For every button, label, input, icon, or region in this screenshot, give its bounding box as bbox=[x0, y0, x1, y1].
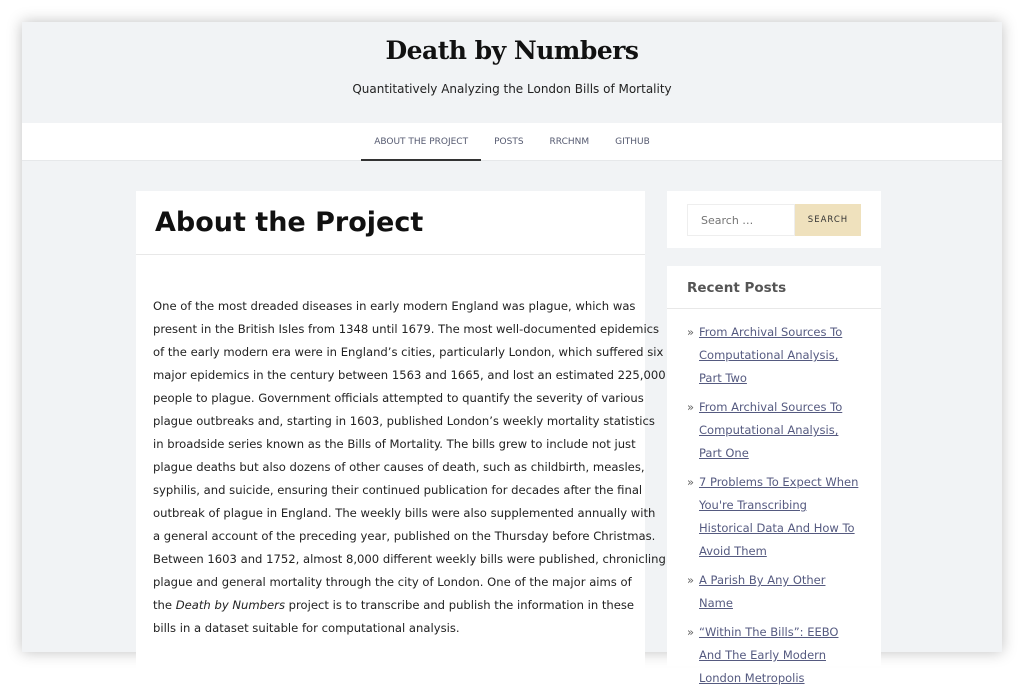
bullet-icon: » bbox=[687, 325, 695, 339]
site-title[interactable]: Death by Numbers bbox=[385, 36, 639, 65]
bullet-icon: » bbox=[687, 625, 695, 639]
nav-about[interactable]: ABOUT THE PROJECT bbox=[361, 123, 481, 161]
bullet-icon: » bbox=[687, 400, 695, 414]
main-nav bbox=[22, 123, 1002, 161]
body-line: in broadside series known as the Bills of Mortality. The bills grew to include not just bbox=[153, 437, 636, 451]
recent-post-item bbox=[687, 321, 861, 390]
body-line: bills in a dataset suitable for computational analysis. bbox=[153, 621, 460, 635]
body-line: plague deaths but also dozens of other causes of death, such as childbirth, measles, bbox=[153, 460, 645, 474]
recent-posts-title: Recent Posts bbox=[667, 266, 881, 309]
bullet-icon: » bbox=[687, 573, 695, 587]
search-button[interactable]: SEARCH bbox=[795, 204, 861, 236]
search-input[interactable] bbox=[687, 204, 795, 236]
title-card bbox=[136, 191, 645, 255]
sidebar bbox=[667, 191, 881, 685]
recent-post-item bbox=[687, 621, 861, 690]
body-line: outbreak of plague in England. The weekly bills were also supplemented annually with bbox=[153, 506, 656, 520]
project-name: Death by Numbers bbox=[175, 598, 285, 612]
recent-post-link[interactable]: From Archival Sources To Computational Analysis, Part One bbox=[699, 400, 843, 460]
site-header bbox=[22, 22, 1002, 123]
body-line: plague and general mortality through the city of London. One of the major aims of bbox=[153, 575, 632, 589]
recent-post-item bbox=[687, 396, 861, 465]
search-widget bbox=[667, 191, 881, 248]
site-tagline: Quantitatively Analyzing the London Bills of Mortality bbox=[352, 82, 672, 96]
body-line: a general account of the preceding year, published on the Thursday before Christmas. bbox=[153, 529, 656, 543]
recent-posts-widget bbox=[667, 266, 881, 685]
body-line: syphilis, and suicide, ensuring their continued publication for decades after the final bbox=[153, 483, 643, 497]
nav-github[interactable]: GITHUB bbox=[615, 137, 650, 147]
body-line bbox=[153, 594, 645, 617]
body-line: Between 1603 and 1752, almost 8,000 different weekly bills were published, chronicling bbox=[153, 552, 666, 566]
nav-rrchnm[interactable]: RRCHNM bbox=[549, 137, 590, 147]
recent-post-link[interactable]: 7 Problems To Expect When You're Transcribing Historical Data And How To Avoid Them bbox=[699, 475, 859, 558]
page-title: About the Project bbox=[155, 207, 424, 238]
recent-post-link[interactable]: From Archival Sources To Computational Analysis, Part Two bbox=[699, 325, 843, 385]
main-content bbox=[136, 191, 666, 675]
body-line: present in the British Isles from 1348 until 1679. The most well-documented epidemics bbox=[153, 322, 660, 336]
browser-page bbox=[22, 22, 1002, 685]
text: the bbox=[153, 598, 176, 612]
nav-posts[interactable]: POSTS bbox=[494, 137, 524, 147]
body-line: major epidemics in the century between 1563 and 1665, and lost an estimated 225,000 bbox=[153, 368, 666, 382]
body-line: of the early modern era were in England’s cities, particularly London, which suffered six bbox=[153, 345, 664, 359]
recent-post-link[interactable]: “Within The Bills”: EEBO And The Early Modern London Metropolis bbox=[699, 625, 839, 685]
article-body bbox=[136, 255, 666, 675]
recent-post-item bbox=[687, 569, 861, 615]
body-line: One of the most dreaded diseases in early modern England was plague, which was bbox=[153, 299, 636, 313]
body-line: plague outbreaks and, starting in 1603, published London’s weekly mortality statistics bbox=[153, 414, 655, 428]
recent-post-item bbox=[687, 471, 861, 563]
bullet-icon: » bbox=[687, 475, 695, 489]
text: project is to transcribe and publish the information in these bbox=[284, 598, 635, 612]
recent-post-link[interactable]: A Parish By Any Other Name bbox=[699, 573, 826, 610]
body-line: people to plague. Government officials attempted to quantify the severity of various bbox=[153, 391, 644, 405]
